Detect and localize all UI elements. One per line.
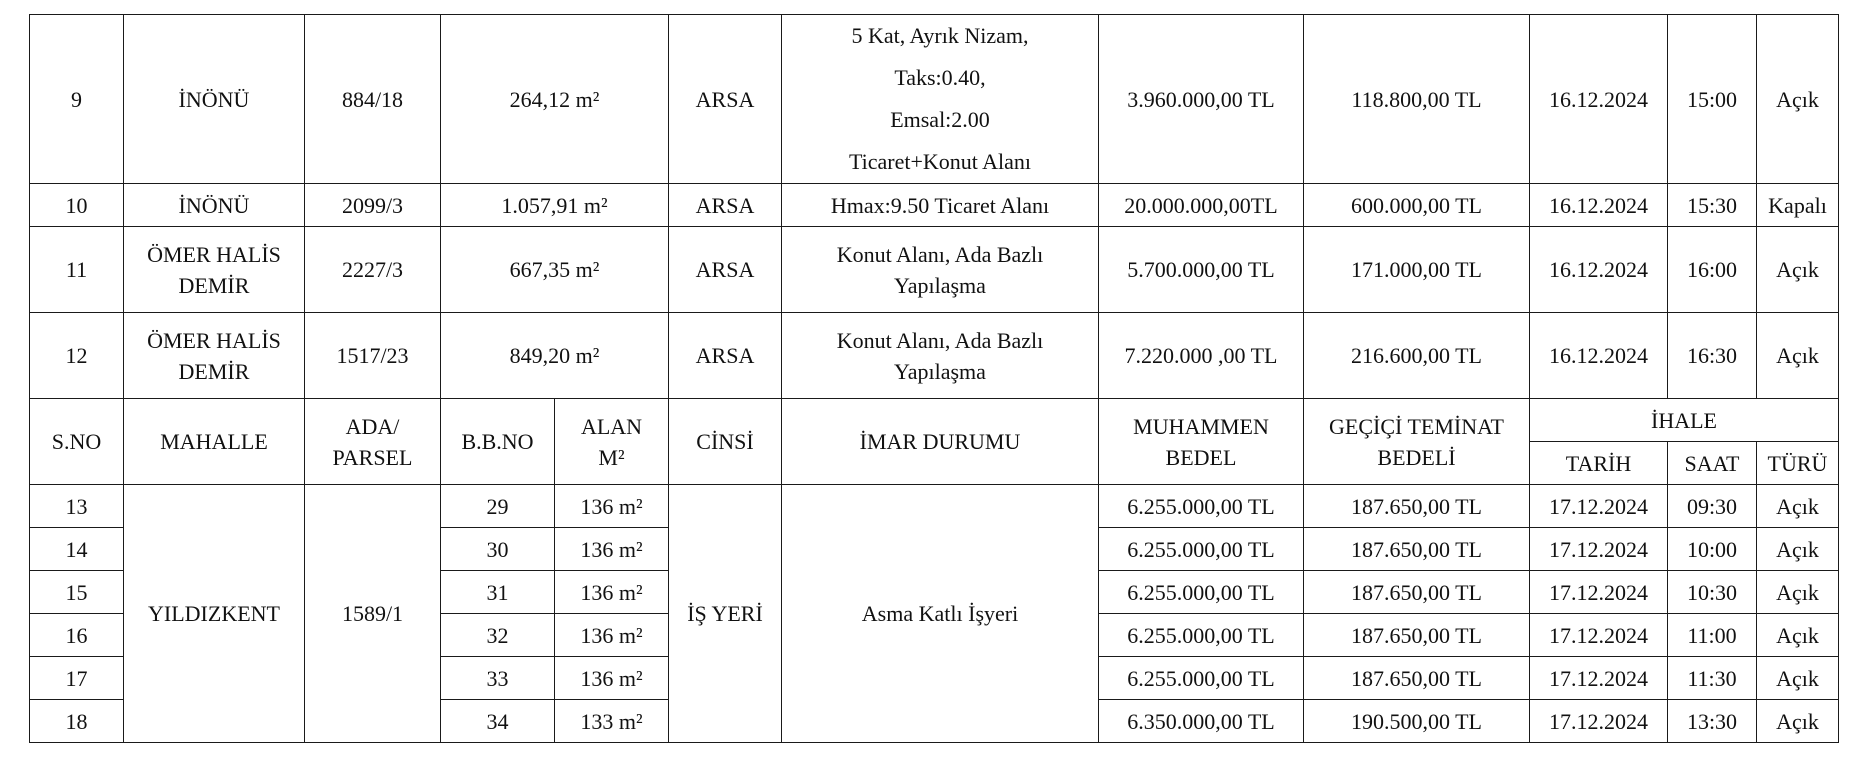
sno-cell: 13 [30, 485, 124, 528]
alan-cell: 136 m² [555, 614, 669, 657]
cinsi-cell: İŞ YERİ [669, 485, 782, 743]
header-teminat-line: BEDELİ [1377, 444, 1456, 470]
header-turu: TÜRÜ [1757, 442, 1839, 485]
mahalle-line: ÖMER HALİS [147, 241, 281, 267]
header-muhammen-line: MUHAMMEN [1133, 413, 1269, 439]
sno-cell: 17 [30, 657, 124, 700]
mahalle-line: DEMİR [178, 358, 250, 384]
bbno-cell: 33 [441, 657, 555, 700]
turu-cell: Açık [1757, 614, 1839, 657]
turu-cell: Açık [1757, 313, 1839, 399]
mahalle-cell: YILDIZKENT [124, 485, 305, 743]
header-ada-parsel [305, 399, 441, 485]
turu-cell: Açık [1757, 15, 1839, 184]
header-alan-line: M² [598, 444, 625, 470]
mahalle-cell: İNÖNÜ [124, 184, 305, 227]
bbno-cell: 30 [441, 528, 555, 571]
table-row [30, 227, 1839, 313]
turu-cell: Açık [1757, 528, 1839, 571]
turu-cell: Açık [1757, 700, 1839, 743]
muhammen-cell: 6.255.000,00 TL [1099, 657, 1304, 700]
turu-cell: Açık [1757, 485, 1839, 528]
header-teminat [1304, 399, 1530, 485]
mahalle-cell [124, 313, 305, 399]
saat-cell: 10:00 [1668, 528, 1757, 571]
bbno-cell: 34 [441, 700, 555, 743]
header-ihale: İHALE [1530, 399, 1839, 442]
sno-cell: 16 [30, 614, 124, 657]
ada-parsel-cell: 1517/23 [305, 313, 441, 399]
tarih-cell: 17.12.2024 [1530, 571, 1668, 614]
muhammen-cell: 7.220.000 ,00 TL [1099, 313, 1304, 399]
saat-cell: 16:30 [1668, 313, 1757, 399]
muhammen-cell: 6.255.000,00 TL [1099, 528, 1304, 571]
imar-line: Emsal:2.00 [890, 107, 990, 132]
tarih-cell: 16.12.2024 [1530, 15, 1668, 184]
ada-parsel-cell: 2099/3 [305, 184, 441, 227]
saat-cell: 16:00 [1668, 227, 1757, 313]
imar-cell: Hmax:9.50 Ticaret Alanı [782, 184, 1099, 227]
saat-cell: 13:30 [1668, 700, 1757, 743]
tarih-cell: 17.12.2024 [1530, 700, 1668, 743]
mahalle-line: ÖMER HALİS [147, 327, 281, 353]
saat-cell: 09:30 [1668, 485, 1757, 528]
tarih-cell: 16.12.2024 [1530, 184, 1668, 227]
header-alan-line: ALAN [580, 413, 643, 439]
alan-cell: 849,20 m² [441, 313, 669, 399]
saat-cell: 11:30 [1668, 657, 1757, 700]
turu-cell: Açık [1757, 571, 1839, 614]
imar-line: Yapılaşma [894, 358, 986, 384]
teminat-cell: 187.650,00 TL [1304, 657, 1530, 700]
saat-cell: 10:30 [1668, 571, 1757, 614]
muhammen-cell: 20.000.000,00TL [1099, 184, 1304, 227]
header-sno: S.NO [30, 399, 124, 485]
imar-cell [782, 313, 1099, 399]
cinsi-cell: ARSA [669, 227, 782, 313]
alan-cell: 136 m² [555, 485, 669, 528]
imar-line: Konut Alanı, Ada Bazlı [836, 241, 1044, 267]
auction-table [29, 14, 1839, 743]
alan-cell: 264,12 m² [441, 15, 669, 184]
header-muhammen-line: BEDEL [1165, 444, 1237, 470]
sno-cell: 11 [30, 227, 124, 313]
table-row [30, 184, 1839, 227]
imar-line: 5 Kat, Ayrık Nizam, [851, 23, 1029, 48]
ada-parsel-cell: 1589/1 [305, 485, 441, 743]
imar-line: Konut Alanı, Ada Bazlı [836, 327, 1044, 353]
sno-cell: 10 [30, 184, 124, 227]
saat-cell: 11:00 [1668, 614, 1757, 657]
header-tarih: TARİH [1530, 442, 1668, 485]
header-row [30, 399, 1839, 442]
teminat-cell: 118.800,00 TL [1304, 15, 1530, 184]
teminat-cell: 171.000,00 TL [1304, 227, 1530, 313]
muhammen-cell: 5.700.000,00 TL [1099, 227, 1304, 313]
alan-cell: 1.057,91 m² [441, 184, 669, 227]
turu-cell: Kapalı [1757, 184, 1839, 227]
alan-cell: 136 m² [555, 657, 669, 700]
teminat-cell: 190.500,00 TL [1304, 700, 1530, 743]
imar-line: Taks:0.40, [894, 65, 986, 90]
imar-cell: Asma Katlı İşyeri [782, 485, 1099, 743]
alan-cell: 133 m² [555, 700, 669, 743]
header-imar: İMAR DURUMU [782, 399, 1099, 485]
teminat-cell: 187.650,00 TL [1304, 528, 1530, 571]
bbno-cell: 32 [441, 614, 555, 657]
bbno-cell: 29 [441, 485, 555, 528]
cinsi-cell: ARSA [669, 184, 782, 227]
tarih-cell: 17.12.2024 [1530, 528, 1668, 571]
alan-cell: 667,35 m² [441, 227, 669, 313]
tarih-cell: 17.12.2024 [1530, 614, 1668, 657]
muhammen-cell: 6.350.000,00 TL [1099, 700, 1304, 743]
alan-cell: 136 m² [555, 571, 669, 614]
header-bbno: B.B.NO [441, 399, 555, 485]
header-saat: SAAT [1668, 442, 1757, 485]
muhammen-cell: 6.255.000,00 TL [1099, 571, 1304, 614]
sno-cell: 9 [30, 15, 124, 184]
teminat-cell: 187.650,00 TL [1304, 614, 1530, 657]
cinsi-cell: ARSA [669, 313, 782, 399]
tarih-cell: 17.12.2024 [1530, 485, 1668, 528]
imar-line: Ticaret+Konut Alanı [848, 149, 1032, 174]
imar-line: Yapılaşma [894, 272, 986, 298]
bbno-cell: 31 [441, 571, 555, 614]
tarih-cell: 17.12.2024 [1530, 657, 1668, 700]
muhammen-cell: 3.960.000,00 TL [1099, 15, 1304, 184]
ada-parsel-cell: 2227/3 [305, 227, 441, 313]
header-muhammen [1099, 399, 1304, 485]
teminat-cell: 187.650,00 TL [1304, 485, 1530, 528]
teminat-cell: 216.600,00 TL [1304, 313, 1530, 399]
muhammen-cell: 6.255.000,00 TL [1099, 485, 1304, 528]
ada-parsel-cell: 884/18 [305, 15, 441, 184]
sno-cell: 12 [30, 313, 124, 399]
header-teminat-line: GEÇİÇİ TEMİNAT [1329, 413, 1504, 439]
saat-cell: 15:30 [1668, 184, 1757, 227]
table-row [30, 485, 1839, 528]
header-alan [555, 399, 669, 485]
teminat-cell: 600.000,00 TL [1304, 184, 1530, 227]
muhammen-cell: 6.255.000,00 TL [1099, 614, 1304, 657]
table-row [30, 313, 1839, 399]
cinsi-cell: ARSA [669, 15, 782, 184]
sno-cell: 15 [30, 571, 124, 614]
turu-cell: Açık [1757, 657, 1839, 700]
tarih-cell: 16.12.2024 [1530, 227, 1668, 313]
header-cinsi: CİNSİ [669, 399, 782, 485]
imar-cell [782, 227, 1099, 313]
sno-cell: 18 [30, 700, 124, 743]
sno-cell: 14 [30, 528, 124, 571]
imar-cell [782, 15, 1099, 184]
turu-cell: Açık [1757, 227, 1839, 313]
auction-table-wrapper [29, 14, 1839, 743]
header-mahalle: MAHALLE [124, 399, 305, 485]
header-ada-parsel-line: ADA/ [345, 413, 400, 439]
table-row [30, 15, 1839, 184]
mahalle-cell [124, 227, 305, 313]
header-ada-parsel-line: PARSEL [332, 444, 413, 470]
mahalle-cell: İNÖNÜ [124, 15, 305, 184]
teminat-cell: 187.650,00 TL [1304, 571, 1530, 614]
mahalle-line: DEMİR [178, 272, 250, 298]
alan-cell: 136 m² [555, 528, 669, 571]
saat-cell: 15:00 [1668, 15, 1757, 184]
tarih-cell: 16.12.2024 [1530, 313, 1668, 399]
